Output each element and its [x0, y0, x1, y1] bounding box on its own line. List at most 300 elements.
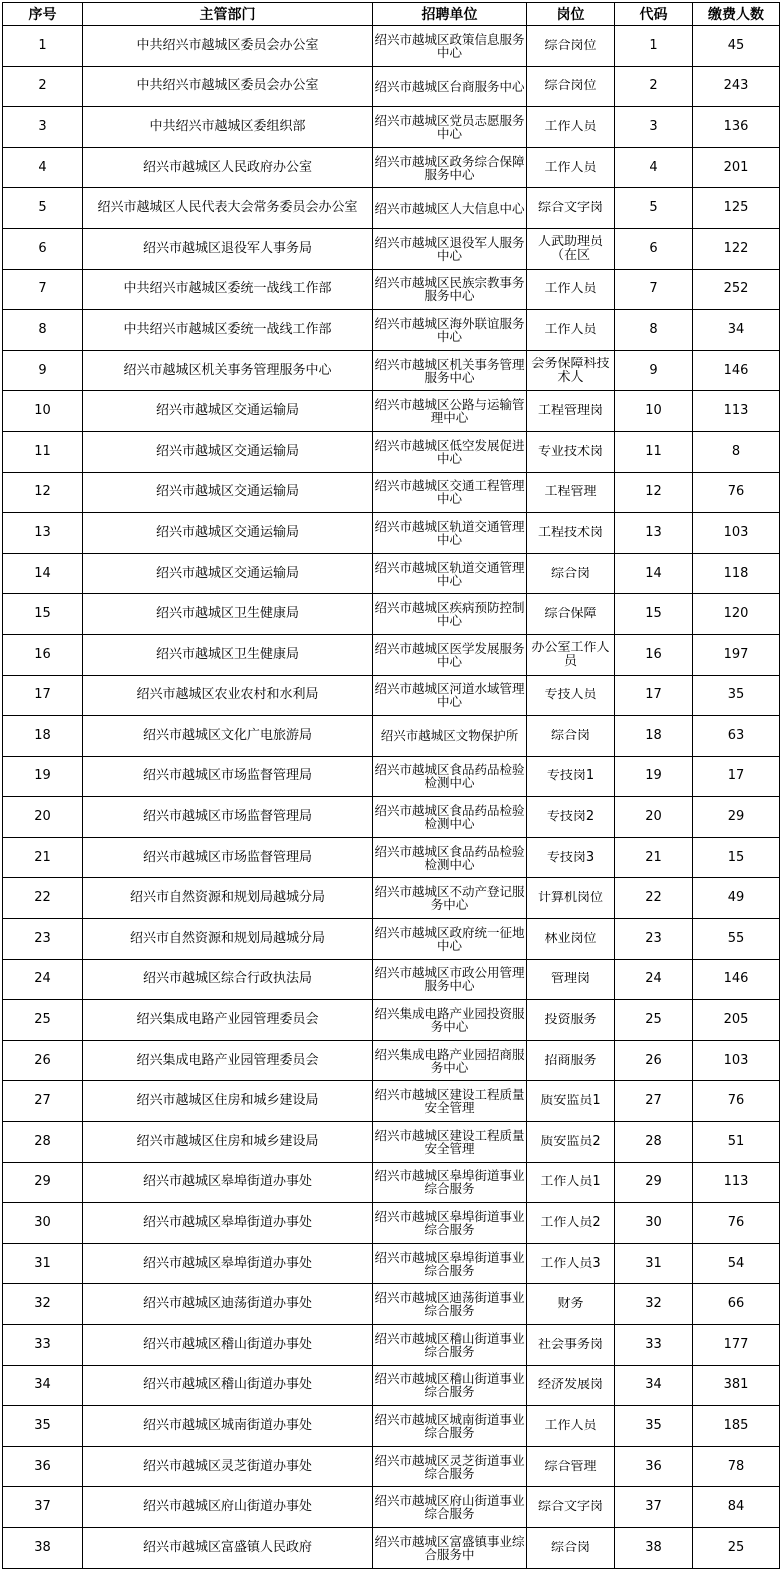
cell-applicants: 63	[693, 716, 780, 757]
cell-text: 工作人员2	[540, 1216, 601, 1231]
cell-position	[527, 634, 615, 675]
table-row	[3, 1527, 780, 1568]
cell-applicants: 76	[693, 1203, 780, 1244]
cell-applicants: 197	[693, 634, 780, 675]
cell-index: 21	[3, 837, 83, 878]
cell-index: 13	[3, 513, 83, 554]
cell-unit	[373, 837, 527, 878]
cell-text: 工作人员	[544, 119, 597, 134]
cell-department	[83, 1487, 373, 1528]
cell-index: 36	[3, 1446, 83, 1487]
cell-position	[527, 269, 615, 310]
cell-unit	[373, 1325, 527, 1366]
table-row	[3, 472, 780, 513]
cell-unit	[373, 1203, 527, 1244]
header-row	[3, 3, 780, 26]
cell-text: 绍兴市越城区河道水域管理中心	[374, 682, 525, 709]
cell-unit	[373, 1446, 527, 1487]
cell-index: 19	[3, 756, 83, 797]
cell-text: 专技人员	[544, 688, 597, 703]
cell-text: 绍兴市自然资源和规划局越城分局	[129, 890, 325, 906]
cell-text: 工程技术岗	[537, 525, 603, 540]
cell-index: 16	[3, 634, 83, 675]
cell-text: 专技岗3	[546, 850, 595, 865]
cell-text: 绍兴市越城区公路与运输管理中心	[374, 398, 525, 425]
cell-department	[83, 513, 373, 554]
cell-index: 7	[3, 269, 83, 310]
table-row	[3, 66, 780, 107]
cell-text: 绍兴市越城区农业农村和水利局	[136, 687, 319, 703]
cell-text: 绍兴市越城区交通工程管理中心	[374, 479, 525, 506]
cell-code: 29	[615, 1162, 693, 1203]
cell-unit	[373, 147, 527, 188]
table-row	[3, 269, 780, 310]
cell-code: 25	[615, 1000, 693, 1041]
cell-text: 绍兴市越城区文物保护所	[380, 729, 519, 743]
cell-unit	[373, 1040, 527, 1081]
cell-code: 23	[615, 919, 693, 960]
cell-department	[83, 1325, 373, 1366]
cell-unit	[373, 959, 527, 1000]
table-row	[3, 350, 780, 391]
cell-text: 综合文字岗	[537, 1500, 603, 1515]
col-header-code: 代码	[615, 3, 693, 26]
cell-text: 绍兴市越城区迪荡街道办事处	[142, 1296, 312, 1312]
cell-department	[83, 147, 373, 188]
cell-code: 1	[615, 26, 693, 67]
cell-unit	[373, 594, 527, 635]
cell-code: 18	[615, 716, 693, 757]
cell-applicants: 55	[693, 919, 780, 960]
cell-code: 28	[615, 1122, 693, 1163]
cell-index: 1	[3, 26, 83, 67]
cell-department	[83, 350, 373, 391]
table-row	[3, 1081, 780, 1122]
cell-index: 23	[3, 919, 83, 960]
cell-text: 绍兴市自然资源和规划局越城分局	[129, 930, 325, 946]
cell-applicants: 78	[693, 1446, 780, 1487]
cell-text: 绍兴市越城区人民代表大会常务委员会办公室	[97, 200, 358, 216]
cell-code: 15	[615, 594, 693, 635]
cell-text: 绍兴市越城区稽山街道事业综合服务	[374, 1372, 525, 1399]
table-row	[3, 26, 780, 67]
cell-unit	[373, 107, 527, 148]
table-row	[3, 1040, 780, 1081]
cell-text: 绍兴市越城区迪荡街道事业综合服务	[374, 1291, 525, 1318]
cell-applicants: 15	[693, 837, 780, 878]
cell-text: 投资服务	[544, 1013, 597, 1028]
cell-text: 综合岗	[550, 1540, 590, 1555]
cell-department	[83, 1243, 373, 1284]
cell-code: 9	[615, 350, 693, 391]
cell-index: 14	[3, 553, 83, 594]
cell-text: 绍兴市越城区富盛镇事业综合服务中	[374, 1534, 525, 1561]
cell-text: 工作人员	[544, 322, 597, 337]
cell-text: 绍兴市越城区灵芝街道事业综合服务	[374, 1453, 525, 1480]
cell-text: 绍兴市越城区医学发展服务中心	[374, 641, 525, 668]
cell-text: 绍兴集成电路产业园投资服务中心	[374, 1007, 525, 1034]
table-row	[3, 675, 780, 716]
cell-text: 计算机岗位	[537, 891, 603, 906]
cell-text: 绍兴市越城区富盛镇人民政府	[142, 1539, 312, 1555]
cell-text: 工作人员1	[540, 1175, 601, 1190]
cell-applicants: 8	[693, 431, 780, 472]
cell-department	[83, 269, 373, 310]
cell-unit	[373, 472, 527, 513]
cell-text: 财务	[557, 1297, 584, 1312]
cell-text: 绍兴市越城区退役军人事务局	[142, 240, 312, 256]
cell-position	[527, 878, 615, 919]
cell-text: 绍兴市越城区皋埠街道事业综合服务	[374, 1250, 525, 1277]
cell-position	[527, 1284, 615, 1325]
cell-applicants: 252	[693, 269, 780, 310]
cell-position	[527, 1446, 615, 1487]
cell-code: 35	[615, 1406, 693, 1447]
cell-applicants: 76	[693, 1081, 780, 1122]
cell-applicants: 103	[693, 513, 780, 554]
table-row	[3, 1122, 780, 1163]
table-row	[3, 878, 780, 919]
cell-unit	[373, 1081, 527, 1122]
table-row	[3, 837, 780, 878]
cell-position	[527, 66, 615, 107]
cell-applicants: 35	[693, 675, 780, 716]
cell-text: 中共绍兴市越城区委员会办公室	[136, 78, 319, 94]
cell-applicants: 51	[693, 1122, 780, 1163]
cell-text: 工程管理岗	[537, 404, 603, 419]
table-row	[3, 513, 780, 554]
cell-text: 绍兴市越城区建设工程质量安全管理	[374, 1088, 525, 1115]
cell-text: 中共绍兴市越城区委统一战线工作部	[123, 321, 332, 337]
cell-code: 34	[615, 1365, 693, 1406]
cell-position	[527, 1365, 615, 1406]
cell-text: 工作人员3	[540, 1256, 601, 1271]
cell-applicants: 113	[693, 1162, 780, 1203]
cell-text: 绍兴市越城区海外联谊服务中心	[374, 316, 525, 343]
cell-unit	[373, 919, 527, 960]
table-row	[3, 756, 780, 797]
cell-department	[83, 878, 373, 919]
table-row	[3, 1162, 780, 1203]
cell-applicants: 49	[693, 878, 780, 919]
table-row	[3, 594, 780, 635]
cell-unit	[373, 310, 527, 351]
cell-unit	[373, 1487, 527, 1528]
cell-text: 综合保障	[544, 607, 597, 622]
cell-applicants: 34	[693, 310, 780, 351]
cell-department	[83, 1527, 373, 1568]
table-row	[3, 1284, 780, 1325]
cell-text: 招商服务	[544, 1053, 597, 1068]
cell-text: 绍兴市越城区建设工程质量安全管理	[374, 1128, 525, 1155]
cell-applicants: 381	[693, 1365, 780, 1406]
cell-text: 绍兴市越城区市场监督管理局	[142, 768, 312, 784]
cell-unit	[373, 797, 527, 838]
cell-code: 7	[615, 269, 693, 310]
cell-text: 综合岗	[550, 566, 590, 581]
table-row	[3, 1406, 780, 1447]
cell-text: 绍兴市越城区党员志愿服务中心	[374, 113, 525, 140]
cell-index: 9	[3, 350, 83, 391]
cell-text: 人武助理员（在区	[537, 234, 603, 263]
cell-position	[527, 188, 615, 229]
cell-text: 绍兴市越城区皋埠街道事业综合服务	[374, 1210, 525, 1237]
cell-applicants: 243	[693, 66, 780, 107]
cell-code: 5	[615, 188, 693, 229]
cell-text: 绍兴市越城区食品药品检验检测中心	[374, 763, 525, 790]
cell-text: 中共绍兴市越城区委员会办公室	[136, 37, 319, 53]
cell-department	[83, 919, 373, 960]
cell-position	[527, 1122, 615, 1163]
cell-text: 绍兴市越城区市场监督管理局	[142, 849, 312, 865]
cell-unit	[373, 1243, 527, 1284]
cell-applicants: 84	[693, 1487, 780, 1528]
table-row	[3, 1487, 780, 1528]
cell-text: 绍兴市越城区轨道交通管理中心	[374, 519, 525, 546]
cell-position	[527, 716, 615, 757]
cell-text: 绍兴市越城区住房和城乡建设局	[136, 1093, 319, 1109]
cell-text: 会务保障科技术人	[531, 356, 610, 385]
cell-position	[527, 1081, 615, 1122]
cell-text: 质安监员1	[540, 1094, 601, 1109]
cell-position	[527, 350, 615, 391]
cell-unit	[373, 716, 527, 757]
cell-unit	[373, 756, 527, 797]
cell-text: 绍兴市越城区府山街道办事处	[142, 1499, 312, 1515]
cell-applicants: 113	[693, 391, 780, 432]
cell-text: 绍兴市越城区人民政府办公室	[142, 159, 312, 175]
cell-applicants: 122	[693, 228, 780, 269]
cell-code: 37	[615, 1487, 693, 1528]
cell-text: 绍兴市越城区稽山街道办事处	[142, 1377, 312, 1393]
cell-department	[83, 1122, 373, 1163]
cell-position	[527, 310, 615, 351]
cell-text: 绍兴市越城区交通运输局	[155, 565, 299, 581]
cell-unit	[373, 878, 527, 919]
cell-index: 5	[3, 188, 83, 229]
cell-applicants: 76	[693, 472, 780, 513]
cell-department	[83, 756, 373, 797]
cell-department	[83, 431, 373, 472]
cell-index: 3	[3, 107, 83, 148]
cell-text: 综合文字岗	[537, 201, 603, 216]
table-row	[3, 797, 780, 838]
cell-text: 绍兴市越城区机关事务管理服务中心	[123, 362, 332, 378]
cell-position	[527, 675, 615, 716]
cell-unit	[373, 1527, 527, 1568]
cell-index: 20	[3, 797, 83, 838]
cell-text: 综合岗位	[544, 38, 597, 53]
cell-department	[83, 1040, 373, 1081]
cell-code: 4	[615, 147, 693, 188]
cell-applicants: 120	[693, 594, 780, 635]
cell-text: 经济发展岗	[537, 1378, 603, 1393]
table-row	[3, 107, 780, 148]
cell-position	[527, 431, 615, 472]
cell-department	[83, 675, 373, 716]
cell-code: 32	[615, 1284, 693, 1325]
cell-index: 30	[3, 1203, 83, 1244]
cell-text: 绍兴市越城区皋埠街道办事处	[142, 1255, 312, 1271]
table-row	[3, 228, 780, 269]
cell-position	[527, 1406, 615, 1447]
cell-department	[83, 797, 373, 838]
cell-unit	[373, 1284, 527, 1325]
cell-department	[83, 716, 373, 757]
cell-applicants: 146	[693, 959, 780, 1000]
cell-applicants: 177	[693, 1325, 780, 1366]
cell-text: 绍兴市越城区市场监督管理局	[142, 809, 312, 825]
cell-applicants: 54	[693, 1243, 780, 1284]
cell-applicants: 25	[693, 1527, 780, 1568]
cell-index: 11	[3, 431, 83, 472]
cell-applicants: 29	[693, 797, 780, 838]
cell-code: 12	[615, 472, 693, 513]
cell-applicants: 146	[693, 350, 780, 391]
cell-index: 4	[3, 147, 83, 188]
cell-text: 办公室工作人员	[531, 640, 610, 669]
cell-applicants: 66	[693, 1284, 780, 1325]
cell-applicants: 103	[693, 1040, 780, 1081]
cell-department	[83, 472, 373, 513]
table-row	[3, 959, 780, 1000]
cell-text: 社会事务岗	[537, 1337, 603, 1352]
cell-department	[83, 188, 373, 229]
cell-position	[527, 1527, 615, 1568]
cell-position	[527, 797, 615, 838]
cell-text: 绍兴市越城区城南街道办事处	[142, 1417, 312, 1433]
cell-code: 24	[615, 959, 693, 1000]
cell-index: 27	[3, 1081, 83, 1122]
cell-unit	[373, 553, 527, 594]
cell-text: 中共绍兴市越城区委统一战线工作部	[123, 281, 332, 297]
cell-code: 27	[615, 1081, 693, 1122]
cell-text: 工程管理	[544, 485, 597, 500]
table-row	[3, 310, 780, 351]
cell-code: 36	[615, 1446, 693, 1487]
col-header-position: 岗位	[527, 3, 615, 26]
cell-unit	[373, 675, 527, 716]
cell-position	[527, 1203, 615, 1244]
cell-index: 12	[3, 472, 83, 513]
cell-unit	[373, 350, 527, 391]
cell-position	[527, 391, 615, 432]
cell-text: 绍兴市越城区政府统一征地中心	[374, 925, 525, 952]
table-row	[3, 391, 780, 432]
cell-unit	[373, 1406, 527, 1447]
cell-text: 绍兴市越城区灵芝街道办事处	[142, 1458, 312, 1474]
table-row	[3, 1446, 780, 1487]
cell-position	[527, 837, 615, 878]
cell-text: 绍兴市越城区民族宗教事务服务中心	[374, 276, 525, 303]
cell-unit	[373, 26, 527, 67]
cell-index: 31	[3, 1243, 83, 1284]
cell-index: 6	[3, 228, 83, 269]
cell-unit	[373, 1365, 527, 1406]
cell-department	[83, 959, 373, 1000]
cell-index: 38	[3, 1527, 83, 1568]
cell-index: 18	[3, 716, 83, 757]
table-row	[3, 147, 780, 188]
cell-department	[83, 1000, 373, 1041]
cell-text: 专技岗1	[546, 769, 595, 784]
cell-text: 绍兴市越城区稽山街道办事处	[142, 1336, 312, 1352]
cell-department	[83, 66, 373, 107]
cell-text: 绍兴市越城区交通运输局	[155, 403, 299, 419]
table-body	[3, 26, 780, 1569]
cell-text: 绍兴市越城区交通运输局	[155, 484, 299, 500]
cell-position	[527, 26, 615, 67]
cell-department	[83, 837, 373, 878]
cell-department	[83, 310, 373, 351]
cell-index: 24	[3, 959, 83, 1000]
cell-text: 绍兴市越城区退役军人服务中心	[374, 235, 525, 262]
cell-department	[83, 1203, 373, 1244]
cell-index: 28	[3, 1122, 83, 1163]
cell-code: 30	[615, 1203, 693, 1244]
cell-index: 32	[3, 1284, 83, 1325]
table-row	[3, 431, 780, 472]
cell-code: 14	[615, 553, 693, 594]
cell-department	[83, 1446, 373, 1487]
cell-text: 绍兴市越城区稽山街道事业综合服务	[374, 1331, 525, 1358]
cell-code: 26	[615, 1040, 693, 1081]
col-header-applicants: 缴费人数	[693, 3, 780, 26]
cell-text: 工作人员	[544, 160, 597, 175]
cell-text: 绍兴市越城区城南街道事业综合服务	[374, 1412, 525, 1439]
cell-code: 17	[615, 675, 693, 716]
cell-index: 35	[3, 1406, 83, 1447]
cell-code: 10	[615, 391, 693, 432]
cell-code: 31	[615, 1243, 693, 1284]
cell-code: 19	[615, 756, 693, 797]
cell-applicants: 125	[693, 188, 780, 229]
cell-position	[527, 1243, 615, 1284]
cell-code: 22	[615, 878, 693, 919]
cell-index: 22	[3, 878, 83, 919]
cell-department	[83, 594, 373, 635]
cell-position	[527, 1000, 615, 1041]
cell-code: 11	[615, 431, 693, 472]
cell-unit	[373, 391, 527, 432]
cell-text: 管理岗	[550, 972, 590, 987]
cell-unit	[373, 431, 527, 472]
col-header-unit: 招聘单位	[373, 3, 527, 26]
cell-text: 绍兴市越城区住房和城乡建设局	[136, 1133, 319, 1149]
cell-applicants: 205	[693, 1000, 780, 1041]
cell-text: 绍兴市越城区疾病预防控制中心	[374, 601, 525, 628]
table-row	[3, 1325, 780, 1366]
cell-text: 综合岗	[550, 728, 590, 743]
cell-unit	[373, 228, 527, 269]
table-row	[3, 188, 780, 229]
cell-index: 29	[3, 1162, 83, 1203]
cell-department	[83, 1365, 373, 1406]
cell-text: 绍兴集成电路产业园管理委员会	[136, 1012, 319, 1028]
cell-unit	[373, 1000, 527, 1041]
cell-code: 3	[615, 107, 693, 148]
cell-position	[527, 147, 615, 188]
cell-position	[527, 1487, 615, 1528]
cell-text: 绍兴市越城区台商服务中心	[374, 79, 525, 93]
cell-text: 工作人员	[544, 282, 597, 297]
cell-text: 绍兴市越城区卫生健康局	[155, 606, 299, 622]
table-row	[3, 1365, 780, 1406]
cell-text: 绍兴市越城区综合行政执法局	[142, 971, 312, 987]
cell-department	[83, 1162, 373, 1203]
cell-department	[83, 634, 373, 675]
cell-unit	[373, 513, 527, 554]
